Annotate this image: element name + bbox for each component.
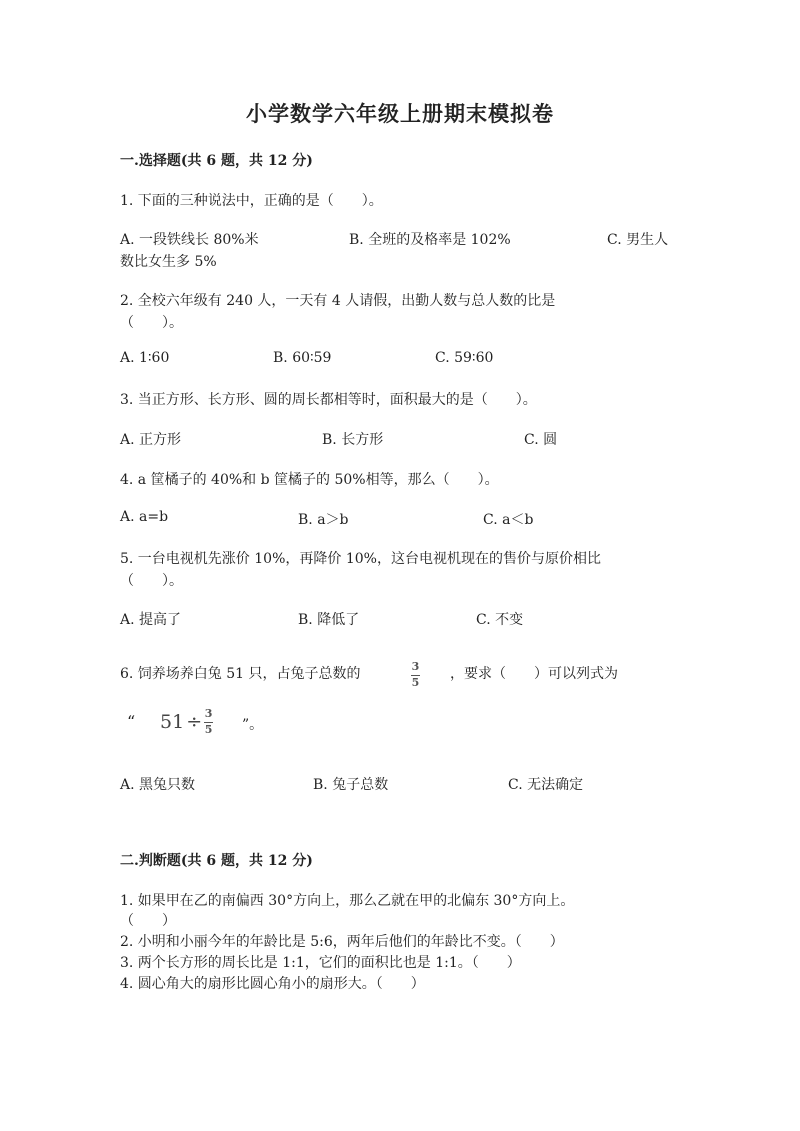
judgement-2: 2. 小明和小丽今年的年龄比是 5:6，两年后他们的年龄比不变。（ ） bbox=[120, 934, 564, 950]
question-4-stem: 4. a 筐橘子的 40%和 b 筐橘子的 50%相等，那么（ ）。 bbox=[120, 472, 499, 488]
question-3-option-c: C. 圆 bbox=[524, 432, 558, 448]
question-3-option-a: A. 正方形 bbox=[120, 432, 182, 448]
question-2-option-a: A. 1∶60 bbox=[120, 350, 170, 366]
section-heading-choice: 一.选择题(共 6 题，共 12 分) bbox=[120, 153, 313, 169]
question-5-stem: 5. 一台电视机先涨价 10%，再降价 10%，这台电视机现在的售价与原价相比 bbox=[120, 551, 601, 567]
close-quote: ”。 bbox=[242, 717, 264, 733]
expression-numerator: 3 bbox=[204, 707, 213, 720]
question-2-option-c: C. 59∶60 bbox=[435, 350, 494, 366]
question-1-option-b: B. 全班的及格率是 102% bbox=[349, 232, 511, 248]
question-6-fraction bbox=[411, 655, 420, 689]
expression-denominator: 5 bbox=[204, 723, 213, 736]
question-2-option-b: B. 60∶59 bbox=[273, 350, 332, 366]
open-quote: “ bbox=[127, 712, 136, 731]
question-5-option-b: B. 降低了 bbox=[298, 612, 360, 628]
question-2-stem-cont: （ ）。 bbox=[120, 315, 183, 331]
question-5-option-a: A. 提高了 bbox=[120, 612, 182, 628]
question-1-option-a: A. 一段铁线长 80%米 bbox=[120, 232, 259, 248]
question-6-stem-cont: ，要求（ ）可以列式为 bbox=[450, 666, 618, 682]
question-5-option-c: C. 不变 bbox=[476, 612, 524, 628]
question-1-stem: 1. 下面的三种说法中，正确的是（ ）。 bbox=[120, 193, 383, 209]
question-3-option-b: B. 长方形 bbox=[322, 432, 384, 448]
divide-sign: ÷ bbox=[186, 711, 203, 733]
question-2-stem: 2. 全校六年级有 240 人，一天有 4 人请假，出勤人数与总人数的比是 bbox=[120, 293, 556, 309]
fraction-denominator: 5 bbox=[411, 676, 420, 689]
question-6-stem: 6. 饲养场养白兔 51 只，占兔子总数的 bbox=[120, 666, 361, 682]
question-6-option-c: C. 无法确定 bbox=[508, 777, 584, 793]
judgement-1-cont: （ ） bbox=[120, 913, 176, 929]
question-3-stem: 3. 当正方形、长方形、圆的周长都相等时，面积最大的是（ ）。 bbox=[120, 392, 537, 408]
question-1-option-c: C. 男生人 bbox=[607, 232, 669, 248]
question-4-option-c: C. a＜b bbox=[483, 512, 534, 528]
question-6-option-b: B. 兔子总数 bbox=[313, 777, 389, 793]
expression-number: 51 bbox=[160, 711, 185, 733]
question-4-option-b: B. a＞b bbox=[298, 512, 349, 528]
page-title: 小学数学六年级上册期末模拟卷 bbox=[246, 101, 554, 126]
judgement-3: 3. 两个长方形的周长比是 1:1，它们的面积比也是 1:1。（ ） bbox=[120, 955, 521, 971]
fraction-numerator: 3 bbox=[411, 660, 420, 673]
question-1-option-c-cont: 数比女生多 5% bbox=[120, 254, 217, 270]
question-4-option-a: A. a=b bbox=[120, 509, 169, 525]
judgement-4: 4. 圆心角大的扇形比圆心角小的扇形大。（ ） bbox=[120, 976, 425, 992]
question-5-stem-cont: （ ）。 bbox=[120, 573, 183, 589]
question-6-option-a: A. 黑兔只数 bbox=[120, 777, 196, 793]
division-expression bbox=[160, 708, 213, 736]
section-heading-judgement: 二.判断题(共 6 题，共 12 分) bbox=[120, 853, 313, 869]
judgement-1: 1. 如果甲在乙的南偏西 30°方向上，那么乙就在甲的北偏东 30°方向上。 bbox=[120, 893, 575, 909]
